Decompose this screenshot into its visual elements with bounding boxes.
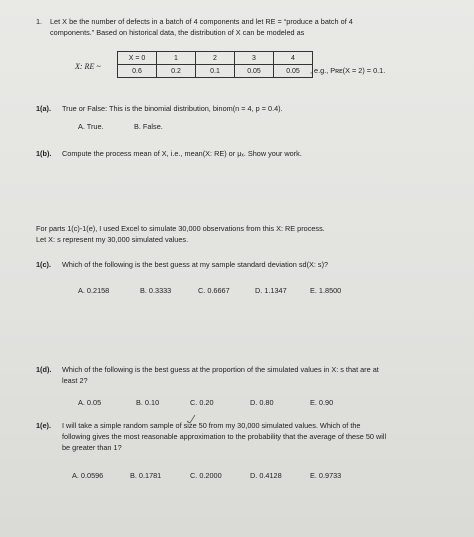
q1e-option-a[interactable]: A. 0.0596 (72, 471, 104, 480)
table-cell: 0.1 (196, 65, 235, 78)
q1e-text-line1: I will take a simple random sample of size 50 from my 30,000 simulated values. Which of the (62, 421, 361, 430)
table-cell: 0.05 (274, 65, 313, 78)
q1a-text: True or False: This is the binomial distribution, binom(n = 4, p = 0.4). (62, 104, 283, 113)
table-prob-row (118, 65, 313, 78)
q1e-text-line3: be greater than 1? (62, 443, 122, 452)
q1e-option-e[interactable]: E. 0.9733 (310, 471, 342, 480)
q1a-option-b[interactable]: B. False. (134, 122, 163, 131)
table-cell: 3 (235, 52, 274, 65)
table-cell: 2 (196, 52, 235, 65)
q1a-option-a[interactable]: A. True. (78, 122, 104, 131)
q1-intro-line2: components.” Based on historical data, the distribution of X can be modeled as (50, 28, 305, 37)
distribution-table (117, 51, 313, 78)
table-cell: 0.6 (118, 65, 157, 78)
q1e-option-c[interactable]: C. 0.2000 (190, 471, 222, 480)
q1c-option-c[interactable]: C. 0.6667 (198, 286, 230, 295)
q1d-option-d[interactable]: D. 0.80 (250, 398, 274, 407)
table-cell: X = 0 (118, 52, 157, 65)
q1d-text-line1: Which of the following is the best guess at the proportion of the simulated values in X: s that are at (62, 365, 379, 374)
q1e-text-line2: following gives the most reasonable approximation to the probability that the average of these 50 will (62, 432, 387, 441)
q1c-label: 1(c). (36, 260, 52, 269)
question-number: 1. (36, 17, 43, 26)
random-variable-label: X: RE ~ (75, 62, 101, 71)
q1b-label: 1(b). (36, 149, 52, 158)
q1b-text: Compute the process mean of X, i.e., mean(X: RE) or μₓ. Show your work. (62, 149, 302, 158)
q1d-option-e[interactable]: E. 0.90 (310, 398, 334, 407)
q1e-option-d[interactable]: D. 0.4128 (250, 471, 282, 480)
parts-note-line1: For parts 1(c)-1(e), I used Excel to simulate 30,000 observations from this X: RE process. (36, 224, 325, 233)
q1-intro-line1: Let X be the number of defects in a batch of 4 components and let RE = “produce a batch of 4 (50, 17, 353, 26)
q1d-text-line2: least 2? (62, 376, 88, 385)
q1c-option-d[interactable]: D. 1.1347 (255, 286, 287, 295)
q1c-text: Which of the following is the best guess at my sample standard deviation sd(X: s)? (62, 260, 329, 269)
table-header-row (118, 52, 313, 65)
q1c-option-e[interactable]: E. 1.8500 (310, 286, 342, 295)
example-text: , e.g., Pʀᴇ(X = 2) = 0.1. (310, 66, 386, 75)
q1d-option-a[interactable]: A. 0.05 (78, 398, 102, 407)
q1d-option-c[interactable]: C. 0.20 (190, 398, 214, 407)
parts-note-line2: Let X: s represent my 30,000 simulated values. (36, 235, 189, 244)
q1e-option-b[interactable]: B. 0.1781 (130, 471, 162, 480)
table-cell: 0.05 (235, 65, 274, 78)
table-cell: 0.2 (157, 65, 196, 78)
q1c-option-b[interactable]: B. 0.3333 (140, 286, 172, 295)
table-cell: 4 (274, 52, 313, 65)
q1d-option-b[interactable]: B. 0.10 (136, 398, 160, 407)
q1e-label: 1(e). (36, 421, 52, 430)
q1c-option-a[interactable]: A. 0.2158 (78, 286, 110, 295)
pencil-mark-icon (186, 414, 196, 424)
q1a-label: 1(a). (36, 104, 52, 113)
q1d-label: 1(d). (36, 365, 52, 374)
table-cell: 1 (157, 52, 196, 65)
